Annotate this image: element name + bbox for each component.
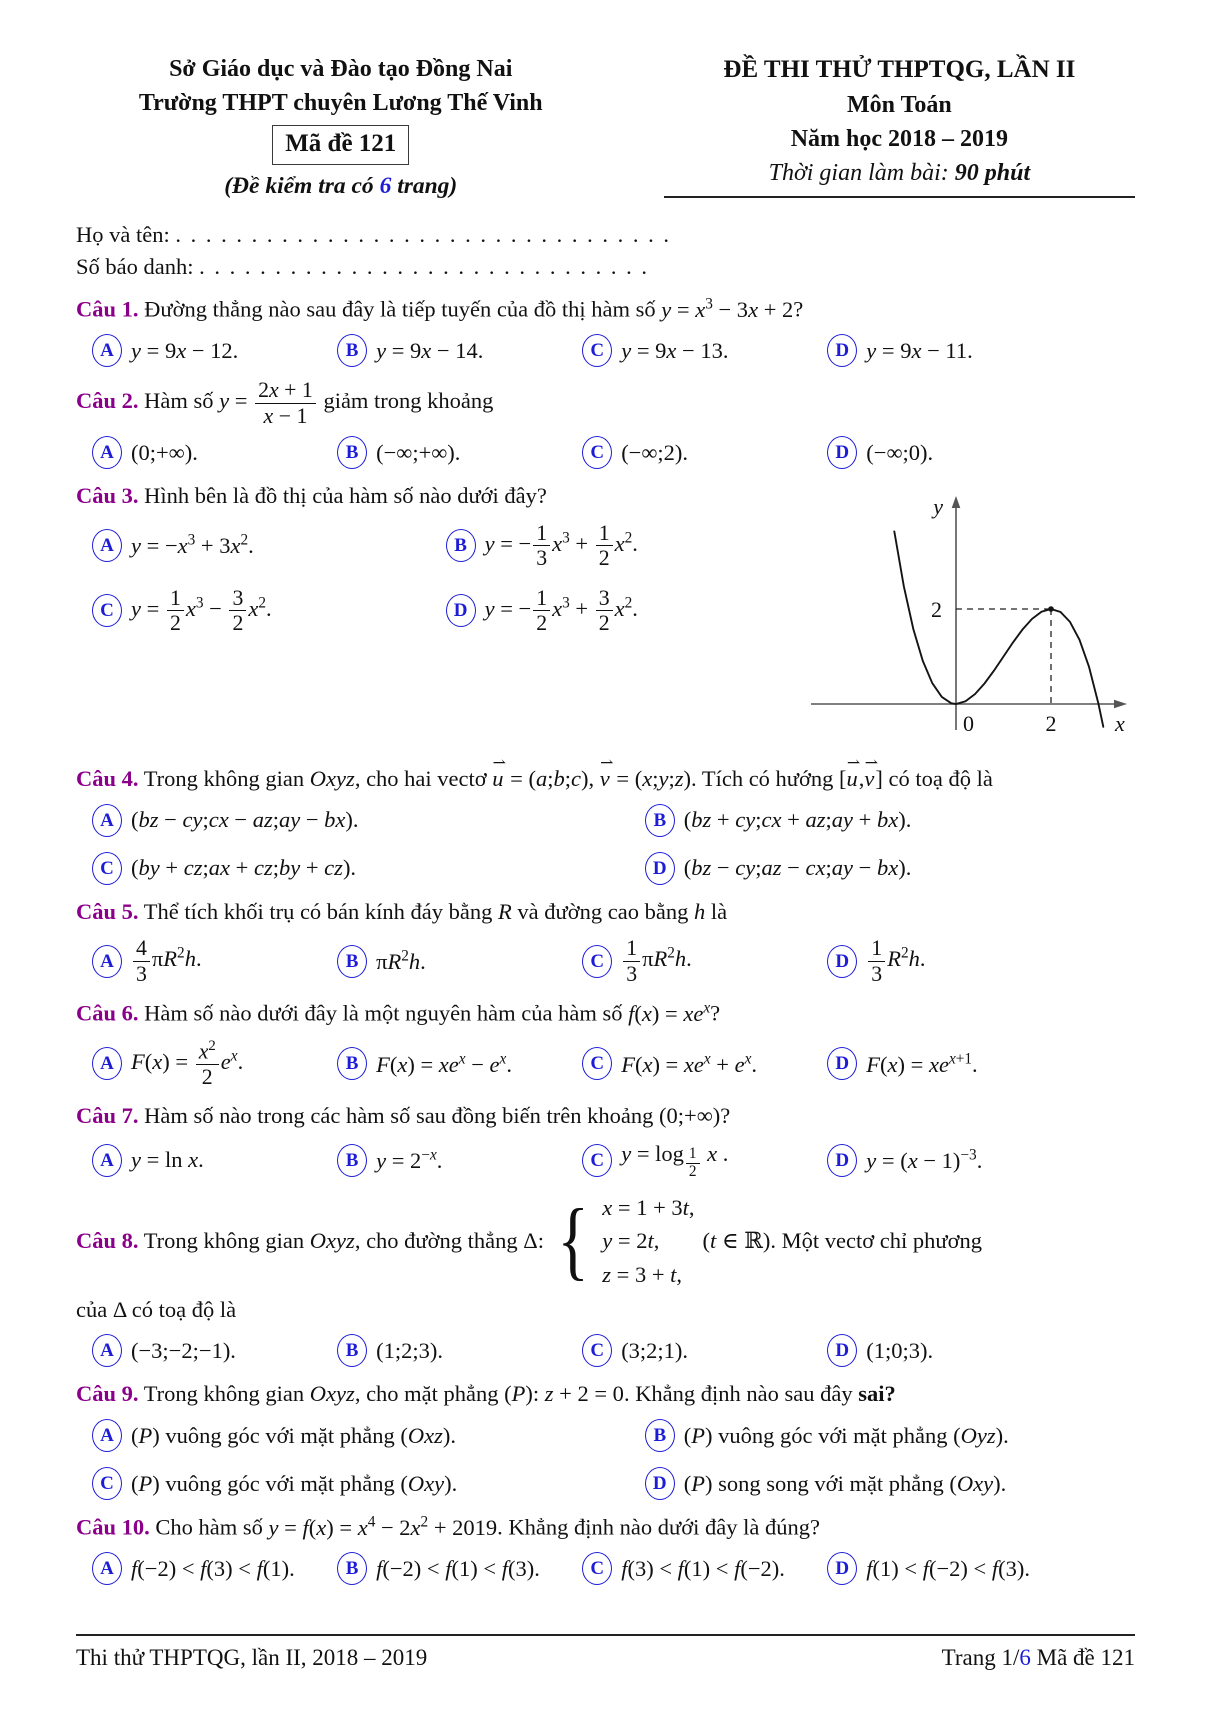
choice-letter-bubble: A	[92, 1047, 122, 1080]
question-stem: Câu 10. Cho hàm số $y = f(x) = x^4 - 2x^2 + 2019$. Khẳng định nào dưới đây là đúng?	[76, 1513, 820, 1540]
choice-letter-bubble: A	[92, 1419, 122, 1452]
choice-1-d: D y = 9x − 11.	[827, 334, 1135, 367]
exam-code-box: Mã đề 121	[272, 125, 409, 165]
choice-letter-bubble: A	[92, 1144, 122, 1177]
exam-subject: Môn Toán	[847, 91, 952, 118]
choice-letter-bubble: B	[337, 1552, 367, 1585]
page-count-note: (Đề kiểm tra có 6 trang)	[224, 172, 458, 199]
choice-5-b: B $\pi R^2h$.	[337, 945, 582, 978]
choice-letter-bubble: D	[446, 594, 476, 627]
choice-7-a: A y = ln x.	[92, 1144, 337, 1177]
exam-duration: Thời gian làm bài: 90 phút	[768, 159, 1031, 186]
x-axis-label: x	[1115, 711, 1125, 737]
choice-4-a: A (bz − cy;cx − az;ay − bx).	[92, 804, 645, 837]
question-label: Câu 6.	[76, 1000, 139, 1026]
choice-3-b: B y = − $\frac{1}{3}$ $x^3$ + $\frac{1}{2}$ $x^2$.	[446, 521, 760, 571]
question-stem: Câu 3. Hình bên là đồ thị của hàm số nào dưới đây?	[76, 483, 547, 509]
choice-letter-bubble: A	[92, 804, 122, 837]
choice-2-d: D (−∞;0).	[827, 436, 1135, 469]
choice-letter-bubble: D	[827, 1144, 857, 1177]
choice-letter-bubble: B	[337, 1334, 367, 1367]
choice-8-b: B (1;2;3).	[337, 1334, 582, 1367]
student-id-line: Số báo danh: . . . . . . . . . . . . . . . . . . . . . . . . . . . . . .	[76, 253, 649, 279]
choice-10-d: D f(1) < f(−2) < f(3).	[827, 1552, 1135, 1585]
choice-9-a: A (P) vuông góc với mặt phẳng (Oxz).	[92, 1419, 645, 1452]
choice-8-d: D (1;0;3).	[827, 1334, 1135, 1367]
question-4	[76, 763, 1135, 885]
department-name: Sở Giáo dục và Đào tạo Đồng Nai	[169, 56, 513, 82]
question-stem: Câu 7. Hàm số nào trong các hàm số sau đồng biến trên khoảng (0;+∞)?	[76, 1103, 731, 1129]
y-axis-label: y	[933, 494, 943, 520]
choice-5-d: D $\frac{1}{3}$ $R^2h$.	[827, 936, 1135, 986]
choice-7-c: C y = log $_{\frac{1}{2}}$ x .	[582, 1141, 827, 1180]
choice-letter-bubble: C	[92, 852, 122, 885]
question-label: Câu 7.	[76, 1103, 139, 1129]
question-label: Câu 10.	[76, 1514, 150, 1540]
choice-2-b: B (−∞;+∞).	[337, 436, 582, 469]
exam-title: ĐỀ THI THỬ THPTQG, LẦN II	[723, 56, 1076, 83]
system-brace: {	[557, 1191, 589, 1289]
choice-row	[92, 329, 1135, 367]
choice-9-c: C (P) vuông góc với mặt phẳng (Oxy).	[92, 1467, 645, 1500]
equation-system: x = 1 + 3t, y = 2t, z = 3 + t,	[602, 1194, 695, 1288]
choice-3-c: C y = $\frac{1}{2}$ $x^3$ − $\frac{3}{2}$ $x^2$.	[92, 586, 446, 636]
question-8	[76, 1191, 1135, 1368]
choice-7-b: B $y = 2^{-x}$.	[337, 1144, 582, 1177]
choice-5-a: A $\frac{4}{3}$ $\pi R^2h$.	[92, 936, 337, 986]
choice-letter-bubble: B	[337, 1144, 367, 1177]
choice-4-c: C (by + cz;ax + cz;by + cz).	[92, 852, 645, 885]
question-label: Câu 5.	[76, 898, 139, 924]
choice-letter-bubble: A	[92, 945, 122, 978]
choice-letter-bubble: D	[827, 1047, 857, 1080]
choice-letter-bubble: D	[827, 1552, 857, 1585]
page-footer	[76, 1634, 1135, 1671]
choice-3-a: A $y = -x^3 + 3x^2$.	[92, 529, 446, 562]
question-2	[76, 378, 1135, 469]
choice-letter-bubble: B	[337, 334, 367, 367]
question-label: Câu 1.	[76, 296, 139, 322]
choice-letter-bubble: B	[645, 1419, 675, 1452]
choice-letter-bubble: A	[92, 334, 122, 367]
choice-letter-bubble: A	[92, 1334, 122, 1367]
choice-1-a: A y = 9x − 12.	[92, 334, 337, 367]
choice-letter-bubble: C	[582, 1552, 612, 1585]
question-label: Câu 9.	[76, 1381, 139, 1407]
question-label: Câu 4.	[76, 766, 139, 792]
choice-letter-bubble: A	[92, 436, 122, 469]
name-fill-in: . . . . . . . . . . . . . . . . . . . . . . . . . . . . . . . . .	[175, 222, 671, 248]
question-3	[76, 480, 1135, 752]
choice-letter-bubble: D	[827, 945, 857, 978]
header-right	[664, 52, 1135, 198]
exam-year: Năm học 2018 – 2019	[790, 125, 1009, 152]
choice-letter-bubble: A	[92, 529, 122, 562]
question-1	[76, 293, 1135, 367]
choice-6-b: B $F(x) = xe^x - e^x$.	[337, 1047, 582, 1080]
question-label: Câu 3.	[76, 483, 139, 509]
y-tick-label: 2	[931, 597, 942, 623]
question-stem: Câu 2. Hàm số y = $\frac{2x + 1}{x - 1}$ giảm trong khoảng	[76, 378, 494, 428]
choice-6-d: D $F(x) = xe^{x+1}$.	[827, 1047, 1135, 1080]
x-tick-label: 2	[1045, 711, 1057, 737]
question-stem: Câu 8. Trong không gian Oxyz, cho đường thẳng Δ: { x = 1 + 3t, y = 2t, z = 3 + t, (t ∈ ℝ). Một vectơ chỉ phương	[76, 1191, 1135, 1292]
choice-letter-bubble: D	[827, 334, 857, 367]
choice-6-a: A F(x) = $\frac{x^2}{2}$ $e^x$.	[92, 1038, 337, 1089]
choice-9-d: D (P) song song với mặt phẳng (Oxy).	[645, 1467, 1135, 1500]
question-stem: Câu 5. Thể tích khối trụ có bán kính đáy bằng R và đường cao bằng h là	[76, 898, 728, 924]
choice-letter-bubble: C	[92, 594, 122, 627]
choice-row	[92, 431, 1135, 469]
header-left	[76, 52, 606, 203]
choice-letter-bubble: B	[337, 436, 367, 469]
student-info	[76, 219, 1135, 282]
choice-letter-bubble: C	[582, 436, 612, 469]
footer-page-number: Trang 1/6 Mã đề 121	[941, 1645, 1135, 1670]
choice-letter-bubble: D	[645, 1467, 675, 1500]
choice-7-d: D $y = (x - 1)^{-3}$.	[827, 1144, 1135, 1177]
choice-letter-bubble: B	[446, 529, 476, 562]
choice-10-a: A f(−2) < f(3) < f(1).	[92, 1552, 337, 1585]
question-10	[76, 1511, 1135, 1585]
choice-letter-bubble: B	[337, 1047, 367, 1080]
choice-8-c: C (3;2;1).	[582, 1334, 827, 1367]
choice-letter-bubble: A	[92, 1552, 122, 1585]
question-stem: Câu 9. Trong không gian Oxyz, cho mặt phẳng (P): z + 2 = 0. Khẳng định nào sau đây sai?	[76, 1381, 896, 1407]
choice-letter-bubble: C	[582, 945, 612, 978]
footer-exam-name: Thi thử THPTQG, lần II, 2018 – 2019	[76, 1645, 428, 1670]
choice-1-c: C y = 9x − 13.	[582, 334, 827, 367]
choice-row	[92, 1033, 1135, 1089]
choice-letter-bubble: C	[582, 1144, 612, 1177]
choice-10-c: C f(3) < f(1) < f(−2).	[582, 1552, 827, 1585]
question-label: Câu 8.	[76, 1227, 139, 1253]
origin-label: 0	[963, 711, 974, 737]
choice-row	[92, 1329, 1135, 1367]
student-name-line: Họ và tên: . . . . . . . . . . . . . . . . . . . . . . . . . . . . . . . . .	[76, 222, 671, 248]
question-5	[76, 896, 1135, 987]
choice-letter-bubble: B	[645, 804, 675, 837]
choice-9-b: B (P) vuông góc với mặt phẳng (Oyz).	[645, 1419, 1135, 1452]
choice-10-b: B f(−2) < f(1) < f(3).	[337, 1552, 582, 1585]
choice-1-b: B y = 9x − 14.	[337, 334, 582, 367]
question-label: Câu 2.	[76, 388, 139, 414]
choice-row	[92, 799, 1135, 885]
choice-8-a: A (−3;−2;−1).	[92, 1334, 337, 1367]
choice-letter-bubble: D	[645, 852, 675, 885]
school-name: Trường THPT chuyên Lương Thế Vinh	[138, 90, 543, 117]
question-7	[76, 1100, 1135, 1179]
page-header	[76, 52, 1135, 203]
question-stem: Câu 4. Trong không gian Oxyz, cho hai vectơ u ⇀ = (a;b;c), v ⇀ = (x;y;z). Tích có hướng [u ⇀,v ⇀] có toạ độ là	[76, 763, 1135, 796]
question-stem: Câu 1. Đường thẳng nào sau đây là tiếp tuyến của đồ thị hàm số $y = x^3 - 3x + 2$?	[76, 295, 804, 322]
choice-letter-bubble: C	[582, 1334, 612, 1367]
choice-2-c: C (−∞;2).	[582, 436, 827, 469]
choice-letter-bubble: B	[337, 945, 367, 978]
choice-row	[92, 1136, 1135, 1180]
question-stem: Câu 6. Hàm số nào dưới đây là một nguyên hàm của hàm số $f(x) = xe^x$?	[76, 999, 721, 1026]
question-stem-continued: của Δ có toạ độ là	[76, 1296, 237, 1322]
choice-6-c: C $F(x) = xe^x + e^x$.	[582, 1047, 827, 1080]
choice-4-d: D (bz − cy;az − cx;ay − bx).	[645, 852, 1135, 885]
id-fill-in: . . . . . . . . . . . . . . . . . . . . . . . . . . . . . .	[199, 253, 649, 279]
choice-4-b: B (bz + cy;cx + az;ay + bx).	[645, 804, 1135, 837]
choice-row	[92, 1414, 1135, 1500]
choice-letter-bubble: C	[582, 1047, 612, 1080]
question-6	[76, 997, 1135, 1089]
choice-letter-bubble: C	[92, 1467, 122, 1500]
choice-row	[92, 1547, 1135, 1585]
choice-3-d: D y = − $\frac{1}{2}$ $x^3$ + $\frac{3}{2}$ $x^2$.	[446, 586, 760, 636]
function-graph	[801, 484, 1141, 742]
choice-2-a: A (0;+∞).	[92, 436, 337, 469]
question-9	[76, 1378, 1135, 1500]
choice-letter-bubble: D	[827, 436, 857, 469]
choice-5-c: C $\frac{1}{3}$ $\pi R^2h$.	[582, 936, 827, 986]
choice-row	[92, 931, 1135, 986]
choice-letter-bubble: C	[582, 334, 612, 367]
choice-row	[92, 516, 759, 636]
choice-letter-bubble: D	[827, 1334, 857, 1367]
